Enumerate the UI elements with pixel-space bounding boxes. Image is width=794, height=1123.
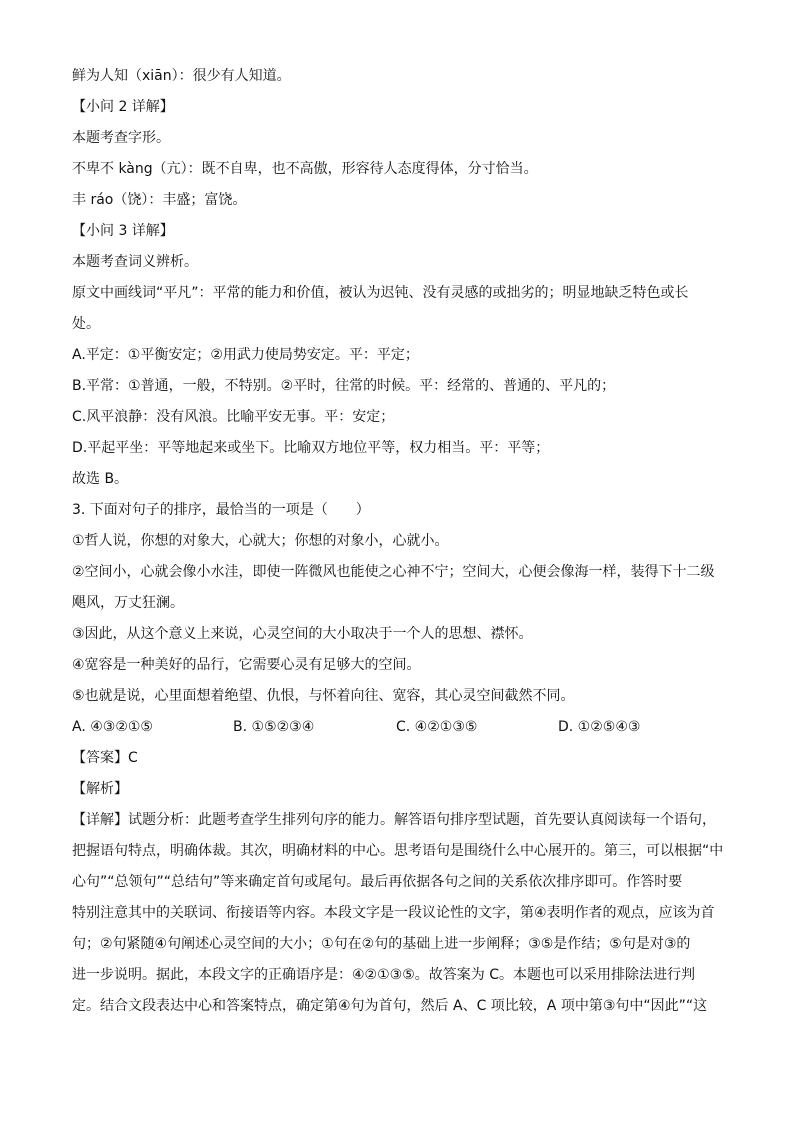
text-line: ②空间小，心就会像小水洼，即使一阵微风也能使之心神不宁；空间大，心便会像海一样，装得下十二级 <box>72 564 715 580</box>
option-d: D. ①②⑤④③ <box>558 719 641 735</box>
section-heading: 【小问 2 详解】 <box>72 99 174 115</box>
text-line: 心句”“总领句”“总结句”等来确定首句或尾句。最后再依据各句之间的关系依次排序即可。作答时要 <box>72 874 683 890</box>
text-line: 飓风，万丈狂澜。 <box>72 595 184 611</box>
text-line: 原文中画线词“平凡”：平常的能力和价值，被认为迟钝、没有灵感的或拙劣的；明显地缺乏特色或长 <box>72 285 689 301</box>
text-line: C.风平浪静：没有风浪。比喻平安无事。平：安定； <box>72 409 395 425</box>
text-line: ①哲人说，你想的对象大，心就大；你想的对象小，心就小。 <box>72 533 449 549</box>
text-line: 鲜为人知（xiān）：很少有人知道。 <box>72 68 291 84</box>
text-line: ⑤也就是说，心里面想着绝望、仇恨，与怀着向往、宽容，其心灵空间截然不同。 <box>72 688 575 704</box>
text-line: A.平定：①平衡安定；②用武力使局势安定。平：平定； <box>72 347 419 363</box>
text-line: 特别注意其中的关联词、衔接语等内容。本段文字是一段议论性的文字，第④表明作者的观点，应该为首 <box>72 905 715 921</box>
section-heading: 【解析】 <box>72 781 128 797</box>
option-b: B. ①⑤②③④ <box>233 719 315 735</box>
text-line: B.平常：①普通，一般，不特别。②平时，往常的时候。平：经常的、普通的、平凡的； <box>72 378 616 394</box>
text-line: D.平起平坐：平等地起来或坐下。比喻双方地位平等，权力相当。平：平等； <box>72 440 550 456</box>
text-line: 不卑不 kàng（亢）：既不自卑，也不高傲，形容待人态度得体，分寸恰当。 <box>72 161 538 177</box>
text-line: 本题考查词义辨析。 <box>72 254 198 270</box>
text-line: 故选 B。 <box>72 471 129 487</box>
text-line: 本题考查字形。 <box>72 130 170 146</box>
question-title: 3. 下面对句子的排序，最恰当的一项是（ ） <box>72 502 370 518</box>
text-line: 处。 <box>72 316 100 332</box>
text-line: 句；②句紧随④句阐述心灵空间的大小；①句在②句的基础上进一步阐释；③⑤是作结；⑤句是对③的 <box>72 936 691 952</box>
text-line: ③因此，从这个意义上来说，心灵空间的大小取决于一个人的思想、襟怀。 <box>72 626 533 642</box>
text-line: 【详解】试题分析：此题考查学生排列句序的能力。解答语句排序型试题，首先要认真阅读每一个语句， <box>72 812 716 828</box>
option-c: C. ④②①③⑤ <box>396 719 478 735</box>
text-line: 丰 ráo（饶）：丰盛；富饶。 <box>72 192 247 208</box>
text-line: 定。结合文段表达中心和答案特点，确定第④句为首句，然后 A、C 项比较，A 项中第③句中“因此”“这 <box>72 998 708 1014</box>
text-line: 进一步说明。据此，本段文字的正确语序是：④②①③⑤。故答案为 C。本题也可以采用排除法进行判 <box>72 967 695 983</box>
option-a: A. ④③②①⑤ <box>72 719 153 735</box>
text-line: ④宽容是一种美好的品行，它需要心灵有足够大的空间。 <box>72 657 421 673</box>
text-line: 把握语句特点，明确体裁。其次，明确材料的中心。思考语句是围绕什么中心展开的。第三，可以根据“中 <box>72 843 724 859</box>
answer-line: 【答案】C <box>72 750 138 766</box>
section-heading: 【小问 3 详解】 <box>72 223 174 239</box>
